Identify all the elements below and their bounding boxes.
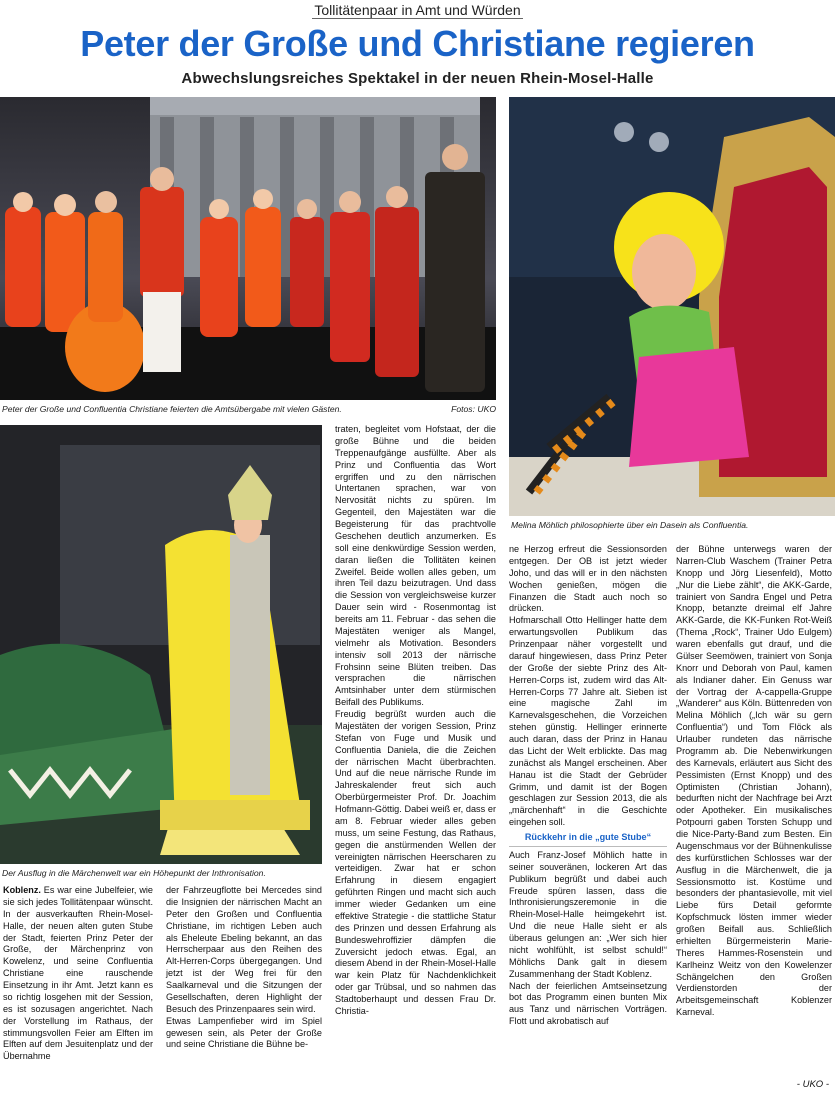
dateline: Koblenz. [3, 885, 41, 895]
subheadline: Abwechslungsreiches Spektakel in der neuen Rhein-Mosel-Halle [181, 70, 654, 87]
article-text: traten, begleitet vom Hofstaat, der die große Bühne und die beiden Treppenaufgänge ausfüllte. Aber als Prinz und Confluentia das Wort ergriffen und zu den närrischen Untertanen sprachen, war von Nervosität nichts zu spüren. Im Gegenteil, den Majestäten war die Begeisterung für das prachtvolle Geschehen deutlich anzumerken. Es soll eine denkwürdige Session werden, daran ließen die Tollitäten keinen Zweifel. Beide wollen alles geben, um ihren Teil dazu beizutragen. Und dass die Session von vergleichsweise kurzer Dauer sein wird - Rosenmontag ist bereits am 11. Februar - das sehen die Majestäten weniger als Mangel, vielmehr als Motivation. Besonders intensiv soll 2013 der närrische Frohsinn seine Blüten treiben. Das versprachen die närrischen Amtsinhaber unter dem stürmischen Beifall des Publikums. [335, 424, 496, 708]
photo-stage-caption: Peter der Große und Confluentia Christiane feierten die Amtsübergabe mit vielen Gästen. [2, 404, 342, 414]
article-text: Etwas Lampenfieber wird im Spiel gewesen sein, als Peter der Große und seine Christiane die Bühne be- [166, 1015, 322, 1050]
article-column-2 [166, 885, 322, 1051]
article-text: Auch Franz-Josef Möhlich hatte in seiner souveränen, lockeren Art das Publikum begrüßt und dabei auch Freude spüren lassen, dass die Inthronisierungszeremonie in die Rhein-Mosel-Halle heimgekehrt ist. Und die neue Halle sieht er als überaus gelungen an: „Wer sich hier nicht wohlfühlt, ist selbst schuld!“ Möhlichs Dank galt in diesem Zusammenhang der Stadt Koblenz. [509, 849, 667, 979]
headline: Peter der Große und Christiane regieren [80, 23, 755, 64]
article-text: der Fahrzeugflotte bei Mercedes sind die Insignien der närrischen Macht an Peter den Großen und Confluentia Christiane, im richtigen Leben auch als Eheleute Ebeling bekannt, an das Herrscherpaar aus den Reihen des Alt-Herren-Corps übergegangen. Und jetzt ist der Weg frei für den Saalkarneval und die Sitzungen der Gesellschaften, deren Highlight der Besuch des Prinzenpaares sein wird. [166, 885, 322, 1014]
author-signature: - UKO - [796, 1079, 829, 1090]
photo-credit: Fotos: UKO [451, 404, 496, 414]
photo-stage-group [0, 97, 496, 400]
article-column-1 [3, 885, 153, 1063]
section-subhead: Rückkehr in die „gute Stube“ [509, 832, 667, 847]
article-text: der Bühne unterwegs waren der Narren-Club Waschem (Trainer Petra Knopp und Jörg Liesenfeld), Motto „Nur die Liebe zählt“, die AKK-Garde, trainiert von Sandra Engel und Petra Knopp, betanzte dreimal elf Jahre AKK-Garde, die KK-Funken Rot-Weiß (Thema „Rock“, Trainer Udo Eulgem) waren ebenfalls gut drauf, und die Gülser Seemöwen, trainiert von Sonja Knorr und Deborah von Paul, kamen als Indianer daher. Ein Genuss war der Vortrag der A-cappella-Gruppe „Wanderer“ aus Köln. Büttenreden von Melina Möhlich („Ich wär su gern Confluentia“) und Tom Flöck als Urlauber rundeten das närrische Programm ab. Die Nebenwirkungen des Karnevals, erläutert aus Sicht des Pessimisten (Ernst Knopp) und des Optimisten (Christian Johann), bedurften nicht der Nachfrage bei Arzt oder Apotheker. Ein musikalisches Potpourri gaben Torsten Schupp und die Nice-Party-Band zum Besten. Ein Augenschmaus vor der Bühnenkulisse des kurfürstlichen Schlosses war der Ausflug in die Märchenwelt, die ja Sessionsmotto ist. Kostüme und besonders der phantasievolle, mit viel Liebe fürs Detail geformte Kopfschmuck lösten immer wieder großen Beifall aus. Schließlich erhielten Bürgermeisterin Marie-Theres Hammes-Rosenstein und Karlheinz Weitz von den Kowelenzer Schängelchen den Großen Verdienstorden der Arbeitsgemeinschaft Koblenzer Karneval. [676, 544, 832, 1018]
photo-maerchen-dragon [0, 425, 322, 864]
photo-confluentia-throne [509, 97, 835, 516]
article-text: Nach der feierlichen Amtseinsetzung bot das Programm einen bunten Mix aus Tanz und närrischen Vorträgen. Flott und akrobatisch auf [509, 980, 667, 1027]
kicker: Tollitätenpaar in Amt und Würden [314, 2, 521, 18]
article-text: Hofmarschall Otto Hellinger hatte dem erwartungsvollen Publikum das Prinzenpaar näher vorgestellt und darauf hingewiesen, dass Prinz Peter der Große der siebte Prinz des Alt-Herren-Corps ist, zudem wird das Alt-Herren-Corps 77 Jahre alt. Sieben ist eine magische Zahl im Karnevalsgeschehen, die Vorzeichen stehen günstig. Hellinger erinnerte auch daran, dass der Prinz in Hanau das Licht der Welt erblickte. Das mag zunächst als Mangel erscheinen. Aber Hanau ist die Stadt der Gebrüder Grimm, und damit ist der Bogen geschlagen zur Session 2013, die als „märchenhaft“ in die Geschichte eingehen soll. [509, 615, 667, 828]
article-column-4 [509, 544, 667, 1028]
article-column-5 [676, 544, 832, 1019]
article-text: Freudig begrüßt wurden auch die Majestäten der vorigen Session, Prinz Stefan von Fuge und Musik und Confluentia Daniela, die die Zeichen der närrischen Macht überbrachten. Und auf die neue närrische Runde im Jahreskalender freut sich auch Oberbürgermeister Prof. Dr. Joachim Hofmann-Göttig. Dabei weiß er, dass er am 8. Februar wieder alles geben muss, um seine Festung, das Rathaus, gegen die anstürmenden Wellen der vereinigten närrischen Heerscharen zu verteidigen. Zwar hat er schon Erfahrung in diesem engagiert geführten Ringen und macht sich auch immer wieder Gedanken um eine effektive Strategie - die stattliche Statur des Prinzen und dessen Erfahrung als Bundeswehroffizier dämpfen die Zuversicht jedoch etwas. Egal, an diesem Abend in der Rhein-Mosel-Halle war kein Platz für Nachdenklichkeit oder gar Trübsal, und so nahmen das Stadtoberhaupt und dessen Frau Dr. Christia- [335, 709, 496, 1016]
article-text: ne Herzog erfreut die Sessionsorden entgegen. Der OB ist jetzt wieder Joho, und das will er in den nächsten Wochen genießen, mögen die Finanzen die Stadt auch noch so drücken. [509, 544, 667, 614]
photo-confluentia-caption: Melina Möhlich philosophierte über ein Dasein als Confluentia. [511, 520, 749, 530]
article-text: Es war eine Jubelfeier, wie sie sich jedes Tollitätenpaar wünscht. In der ausverkauften Rhein-Mosel-Halle, der neuen alten guten Stube der Stadt, feierten Prinz Peter der Große, der Märchenprinz von Kowelenz, und seine Confluentia Christiane eine rauschende Einsetzung in ihr Amt. Jetzt kann es so richtig losgehen mit der Session, es ist sozusagen angerichtet. Nach der Vorstellung im Rathaus, der stimmungsvollen Feier am Elften im Elften auf dem Jesuitenplatz und der Übernahme [3, 885, 153, 1062]
article-column-3 [335, 424, 496, 1018]
photo-maerchen-caption: Der Ausflug in die Märchenwelt war ein Höhepunkt der Inthronisation. [2, 868, 266, 878]
